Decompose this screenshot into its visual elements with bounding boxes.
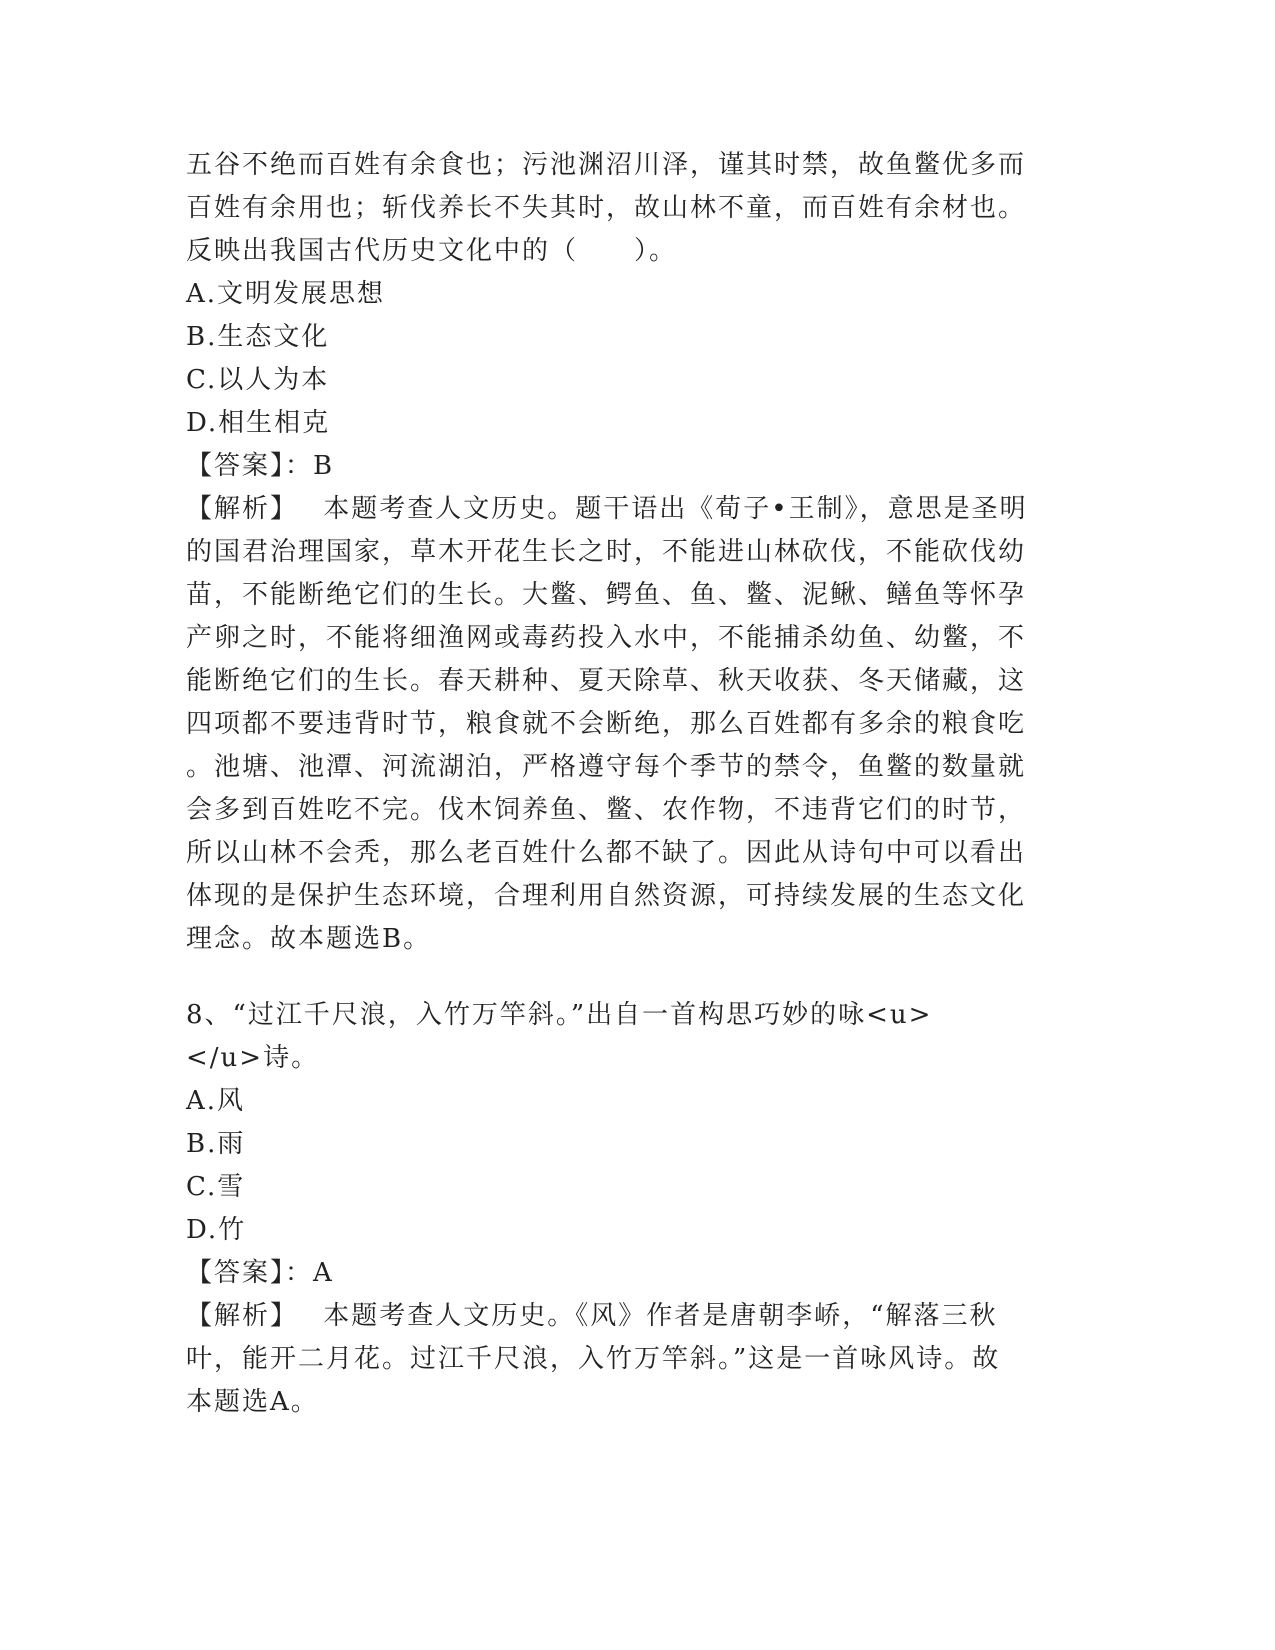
question-7 bbox=[186, 144, 1086, 961]
option-c: C.雪 bbox=[186, 1172, 246, 1202]
question-8 bbox=[186, 994, 1086, 1424]
analysis-line: 产卵之时，不能将细渔网或毒药投入水中，不能捕杀幼鱼、幼鳖，不 bbox=[186, 623, 1027, 653]
question-stem-line: 五谷不绝而百姓有余食也；污池渊沼川泽，谨其时禁，故鱼鳖优多而 bbox=[186, 150, 1027, 180]
answer-line: 【答案】：A bbox=[186, 1258, 334, 1288]
option-a: A.文明发展思想 bbox=[186, 279, 386, 309]
analysis-line: 苗，不能断绝它们的生长。大鳖、鳄鱼、鱼、鳖、泥鳅、鳝鱼等怀孕 bbox=[186, 580, 1027, 610]
option-a: A.风 bbox=[186, 1086, 246, 1116]
question-stem-line: 百姓有余用也；斩伐养长不失其时，故山林不童，而百姓有余材也。 bbox=[186, 193, 1027, 223]
answer-line: 【答案】：B bbox=[186, 451, 335, 481]
analysis-line: 的国君治理国家，草木开花生长之时，不能进山林砍伐，不能砍伐幼 bbox=[186, 537, 1027, 567]
analysis-line: 叶，能开二月花。过江千尺浪，入竹万竿斜。”这是一首咏风诗。故 bbox=[186, 1344, 1001, 1374]
analysis-line: 。池塘、池潭、河流湖泊，严格遵守每个季节的禁令，鱼鳖的数量就 bbox=[186, 752, 1027, 782]
question-stem-line: 反映出我国古代历史文化中的（ ）。 bbox=[186, 236, 678, 266]
analysis-line: 能断绝它们的生长。春天耕种、夏天除草、秋天收获、冬天储藏，这 bbox=[186, 666, 1027, 696]
option-b: B.雨 bbox=[186, 1129, 246, 1159]
analysis-line: 【解析】 本题考查人文历史。题干语出《荀子•王制》，意思是圣明 bbox=[186, 494, 1028, 524]
analysis-line: 理念。故本题选B。 bbox=[186, 924, 432, 954]
option-b: B.生态文化 bbox=[186, 322, 330, 352]
option-d: D.竹 bbox=[186, 1215, 247, 1245]
document-page bbox=[186, 144, 1086, 1424]
analysis-line: 四项都不要违背时节，粮食就不会断绝，那么百姓都有多余的粮食吃 bbox=[186, 709, 1027, 739]
analysis-line: 体现的是保护生态环境，合理利用自然资源，可持续发展的生态文化 bbox=[186, 881, 1027, 911]
analysis-line: 本题选A。 bbox=[186, 1387, 319, 1417]
analysis-line: 会多到百姓吃不完。伐木饲养鱼、鳖、农作物，不违背它们的时节， bbox=[186, 795, 1027, 825]
question-stem-line: 8、“过江千尺浪，入竹万竿斜。”出自一首构思巧妙的咏<u> bbox=[186, 1000, 933, 1030]
analysis-line: 所以山林不会秃，那么老百姓什么都不缺了。因此从诗句中可以看出 bbox=[186, 838, 1027, 868]
option-d: D.相生相克 bbox=[186, 408, 331, 438]
question-separator bbox=[186, 961, 1086, 994]
option-c: C.以人为本 bbox=[186, 365, 330, 395]
analysis-line: 【解析】 本题考查人文历史。《风》作者是唐朝李峤，“解落三秋 bbox=[186, 1301, 998, 1331]
question-stem-line: </u>诗。 bbox=[186, 1043, 320, 1073]
